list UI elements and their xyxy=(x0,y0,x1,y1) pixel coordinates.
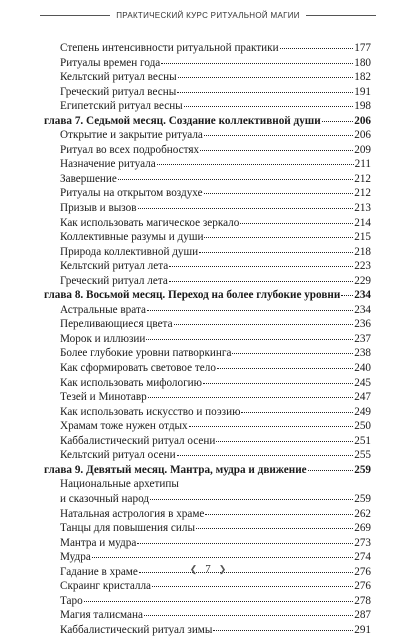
toc-entry-page: 287 xyxy=(354,609,371,622)
toc-dot-leader xyxy=(204,237,353,238)
toc-entry-title: Призыв и вызов xyxy=(60,202,137,215)
toc-entry-page: 180 xyxy=(354,56,371,69)
toc-entry-page: 238 xyxy=(354,347,371,360)
toc-entry-page: 234 xyxy=(354,289,371,302)
page-number: 7 xyxy=(205,563,211,575)
toc-dot-leader xyxy=(322,121,354,122)
toc-entry xyxy=(44,507,371,522)
toc-entry-title: Тезей и Минотавр xyxy=(60,391,147,404)
toc-entry-page: 245 xyxy=(354,376,371,389)
toc-dot-leader xyxy=(177,455,354,456)
toc-entry xyxy=(44,405,371,420)
toc-entry-page: 247 xyxy=(354,391,371,404)
toc-dot-leader xyxy=(308,470,354,471)
toc-entry-title: Кельтский ритуал весны xyxy=(60,71,177,84)
chevron-left-icon: ❮ xyxy=(189,563,198,574)
toc-entry-page: 191 xyxy=(354,85,371,98)
toc-entry-page: 212 xyxy=(354,187,371,200)
toc-entry-title: Астральные врата xyxy=(60,303,146,316)
toc-chapter-entry xyxy=(44,463,371,478)
toc-dot-leader xyxy=(204,135,353,136)
toc-dot-leader xyxy=(217,368,353,369)
toc-entry-title: Мантра и мудра xyxy=(60,536,137,549)
toc-entry xyxy=(44,216,371,231)
toc-entry-page: 276 xyxy=(354,565,371,578)
toc-entry xyxy=(44,536,371,551)
toc-entry-page: 259 xyxy=(354,492,371,505)
toc-entry-page: 291 xyxy=(354,623,371,636)
toc-dot-leader xyxy=(92,557,353,558)
toc-dot-leader xyxy=(232,353,353,354)
toc-entry xyxy=(44,608,371,623)
header-rule-right xyxy=(306,15,376,16)
toc-entry-title: Ритуалы на открытом воздухе xyxy=(60,187,203,200)
toc-entry-title: Коллективные разумы и души xyxy=(60,231,204,244)
toc-entry xyxy=(44,85,371,100)
toc-dot-leader xyxy=(204,193,354,194)
toc-entry-page: 255 xyxy=(354,449,371,462)
toc-dot-leader xyxy=(150,499,353,500)
toc-entry-page: 229 xyxy=(354,274,371,287)
toc-entry-page: 215 xyxy=(354,231,371,244)
toc-dot-leader xyxy=(178,77,354,78)
toc-entry xyxy=(44,448,371,463)
chevron-right-icon: ❯ xyxy=(218,563,227,574)
toc-entry-title: Египетский ритуал весны xyxy=(60,100,183,113)
toc-chapter-entry xyxy=(44,114,371,129)
toc-dot-leader xyxy=(146,339,353,340)
header-rule-left xyxy=(40,15,110,16)
toc-entry xyxy=(44,128,371,143)
toc-entry-title: Завершение xyxy=(60,172,117,185)
toc-entry-title: Каббалистический ритуал зимы xyxy=(60,623,213,636)
toc-entry xyxy=(44,623,371,637)
toc-dot-leader xyxy=(144,615,353,616)
toc-entry xyxy=(44,186,371,201)
toc-entry-page: 182 xyxy=(354,71,371,84)
toc-entry xyxy=(44,521,371,536)
toc-entry xyxy=(44,492,371,507)
running-header xyxy=(40,11,376,20)
toc-entry-title: Более глубокие уровни патворкинга xyxy=(60,347,232,360)
toc-entry-title: Переливающиеся цвета xyxy=(60,318,173,331)
toc-entry-title: Как сформировать световое тело xyxy=(60,362,216,375)
toc-entry xyxy=(44,419,371,434)
toc-entry-page: 273 xyxy=(354,536,371,549)
toc-entry-page: 249 xyxy=(354,405,371,418)
toc-entry-page: 278 xyxy=(354,594,371,607)
toc-entry-title: Мудра xyxy=(60,551,91,564)
toc-entry-page: 237 xyxy=(354,332,371,345)
toc-entry-title: Как использовать искусство и поэзию xyxy=(60,405,241,418)
toc-dot-leader xyxy=(161,63,353,64)
toc-entry-page: 250 xyxy=(354,420,371,433)
toc-entry-title: Ритуалы времен года xyxy=(60,56,161,69)
toc-entry-page: 251 xyxy=(354,434,371,447)
toc-entry xyxy=(44,99,371,114)
toc-dot-leader xyxy=(241,412,353,413)
toc-entry-title: Как использовать магическое зеркало xyxy=(60,216,240,229)
toc-dot-leader xyxy=(157,164,354,165)
toc-dot-leader xyxy=(118,179,353,180)
toc-entry xyxy=(44,332,371,347)
toc-dot-leader xyxy=(216,441,353,442)
toc-entry-title: Морок и иллюзии xyxy=(60,332,146,345)
toc-entry-page: 259 xyxy=(354,463,371,476)
toc-entry xyxy=(44,157,371,172)
toc-entry-title: Греческий ритуал лета xyxy=(60,274,168,287)
toc-entry-page: 206 xyxy=(354,114,371,127)
toc-entry-page: 269 xyxy=(354,522,371,535)
toc-dot-leader xyxy=(169,266,353,267)
toc-dot-leader xyxy=(203,383,353,384)
toc-entry xyxy=(44,143,371,158)
toc-entry-page: 198 xyxy=(354,100,371,113)
toc-entry-title: глава 7. Седьмой месяц. Создание коллективной души xyxy=(44,114,321,127)
toc-entry-page: 276 xyxy=(354,580,371,593)
toc-dot-leader xyxy=(148,397,354,398)
toc-entry xyxy=(44,477,371,492)
toc-entry xyxy=(44,274,371,289)
toc-entry-page: 236 xyxy=(354,318,371,331)
toc-dot-leader xyxy=(152,586,353,587)
toc-dot-leader xyxy=(205,514,353,515)
toc-entry-title: глава 8. Восьмой месяц. Переход на более глубокие уровни xyxy=(44,289,341,302)
toc-dot-leader xyxy=(137,543,353,544)
toc-entry xyxy=(44,245,371,260)
toc-entry-title: Храмам тоже нужен отдых xyxy=(60,420,188,433)
toc-entry-title: Ритуал во всех подробностях xyxy=(60,143,200,156)
toc-dot-leader xyxy=(169,281,353,282)
toc-entry xyxy=(44,259,371,274)
toc-dot-leader xyxy=(177,92,353,93)
toc-dot-leader xyxy=(341,295,353,296)
toc-entry-page: 211 xyxy=(354,158,371,171)
toc-entry xyxy=(44,70,371,85)
toc-entry-title: Натальная астрология в храме xyxy=(60,507,205,520)
toc-entry-page: 262 xyxy=(354,507,371,520)
toc-dot-leader xyxy=(174,324,354,325)
toc-entry-page: 240 xyxy=(354,362,371,375)
toc-dot-leader xyxy=(189,426,354,427)
toc-entry xyxy=(44,41,371,56)
toc-entry-page: 206 xyxy=(354,129,371,142)
toc-entry xyxy=(44,172,371,187)
toc-entry-page: 223 xyxy=(354,260,371,273)
toc-dot-leader xyxy=(213,630,353,631)
toc-entry xyxy=(44,361,371,376)
toc-dot-leader xyxy=(200,150,353,151)
toc-entry-title: Каббалистический ритуал осени xyxy=(60,434,216,447)
toc-dot-leader xyxy=(240,223,353,224)
toc-entry xyxy=(44,303,371,318)
toc-entry xyxy=(44,317,371,332)
toc-entry-page: 213 xyxy=(354,202,371,215)
toc-entry-title: Кельтский ритуал лета xyxy=(60,260,169,273)
toc-entry-title: Скраинг кристалла xyxy=(60,580,152,593)
toc-dot-leader xyxy=(184,106,354,107)
toc-entry-title: Гадание в храме xyxy=(60,565,138,578)
toc-entry-page: 177 xyxy=(354,42,371,54)
toc-entry-title: Кельтский ритуал осени xyxy=(60,449,176,462)
table-of-contents xyxy=(44,41,371,637)
toc-entry xyxy=(44,434,371,449)
toc-dot-leader xyxy=(280,48,354,49)
toc-entry-title: Греческий ритуал весны xyxy=(60,85,177,98)
toc-entry xyxy=(44,346,371,361)
toc-entry-page: 218 xyxy=(354,245,371,258)
toc-entry-title: глава 9. Девятый месяц. Мантра, мудра и движение xyxy=(44,463,307,476)
page-footer xyxy=(0,563,416,575)
toc-entry-title: Природа коллективной души xyxy=(60,245,199,258)
toc-dot-leader xyxy=(138,208,354,209)
toc-entry-title: Таро xyxy=(60,594,83,607)
toc-entry-title: Назначение ритуала xyxy=(60,158,156,171)
toc-entry-title: и сказочный народ xyxy=(60,492,150,505)
toc-entry-page: 212 xyxy=(354,172,371,185)
toc-dot-leader xyxy=(84,601,354,602)
toc-entry-title: Открытие и закрытие ритуала xyxy=(60,129,203,142)
toc-entry-title: Национальные архетипы xyxy=(60,478,179,491)
toc-entry xyxy=(44,390,371,405)
toc-entry-title: Магия талисмана xyxy=(60,609,143,622)
toc-entry xyxy=(44,201,371,216)
toc-entry xyxy=(44,579,371,594)
toc-entry-page: 214 xyxy=(354,216,371,229)
toc-entry-page: 209 xyxy=(354,143,371,156)
toc-entry xyxy=(44,230,371,245)
toc-entry-page: 234 xyxy=(354,303,371,316)
toc-entry-page: 274 xyxy=(354,551,371,564)
toc-entry-title: Степень интенсивности ритуальной практики xyxy=(60,42,279,54)
toc-dot-leader xyxy=(196,528,353,529)
toc-entry xyxy=(44,594,371,609)
toc-entry-title: Танцы для повышения силы xyxy=(60,522,195,535)
toc-dot-leader xyxy=(147,310,353,311)
running-header-title: ПРАКТИЧЕСКИЙ КУРС РИТУАЛЬНОЙ МАГИИ xyxy=(116,11,300,20)
toc-entry xyxy=(44,56,371,71)
toc-entry-title: Как использовать мифологию xyxy=(60,376,203,389)
toc-dot-leader xyxy=(199,252,353,253)
toc-entry xyxy=(44,376,371,391)
toc-chapter-entry xyxy=(44,288,371,303)
